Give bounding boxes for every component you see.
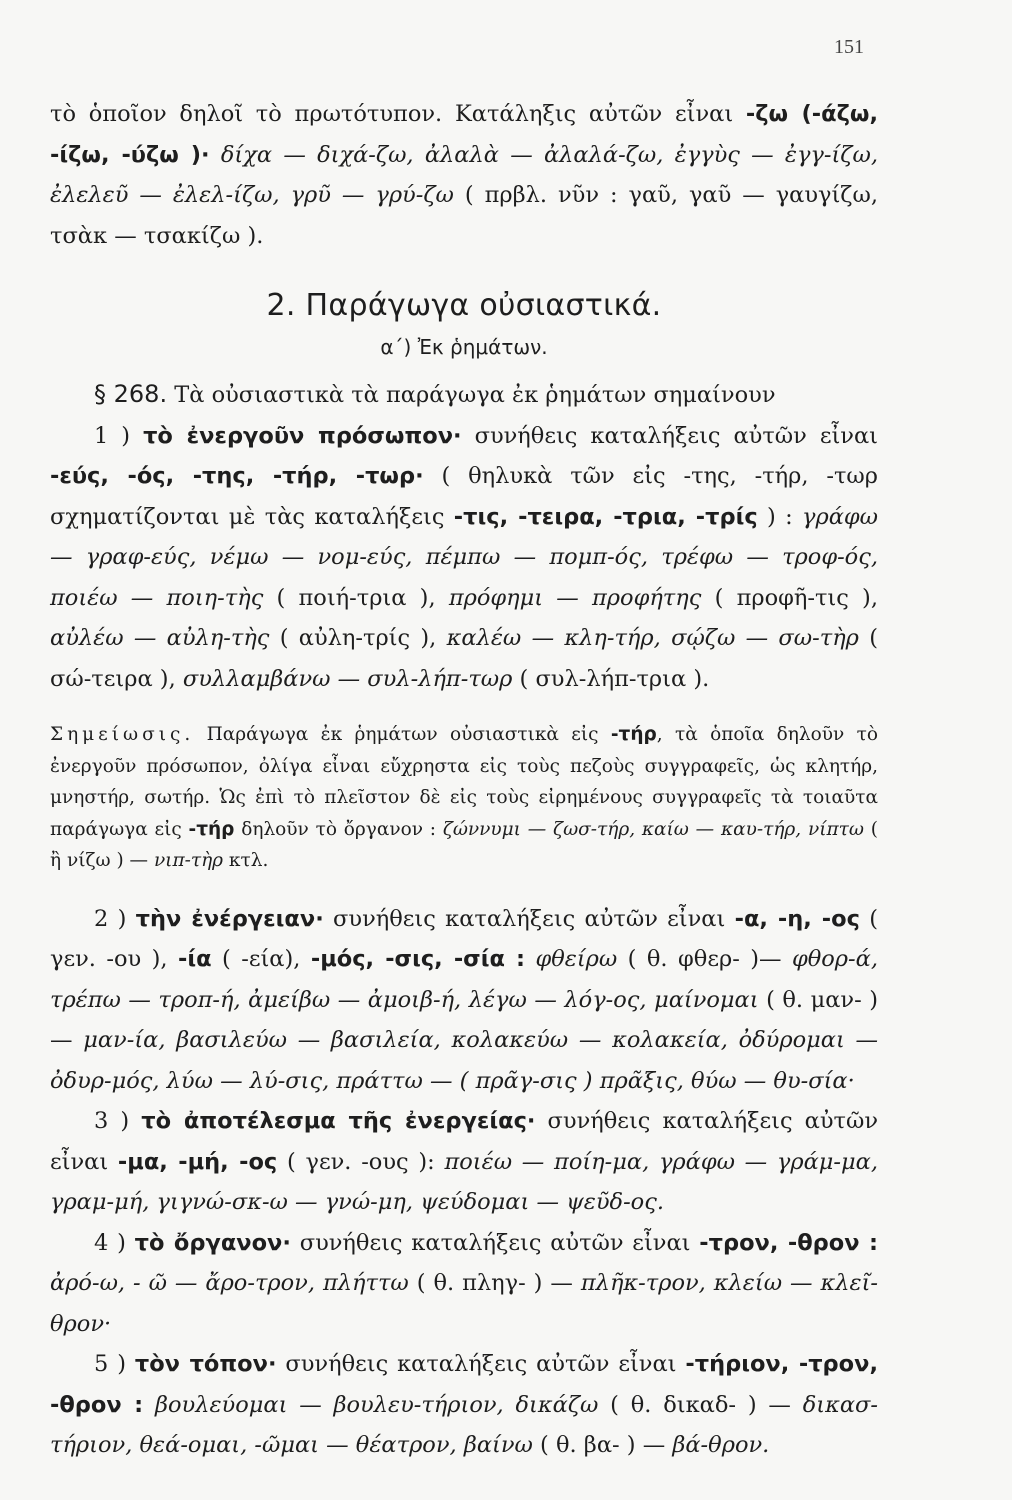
example-text: ζώννυμι — ζωσ-τήρ, καίω — καυ-τήρ, νίπτω <box>442 818 864 840</box>
ending-label: -ζω (-άζω, -ίζω, -ύζω )· <box>50 101 878 168</box>
example-text: δικασ-τήριον, θεά-ομαι, -ῶμαι — θέατρον, βαίνω <box>50 1391 878 1458</box>
ending-label: -μός, -σις, -σία : <box>310 946 526 972</box>
section-subheading: α΄) Ἐκ ῥημάτων. <box>380 335 548 359</box>
note-paragraph: Σημείωσις. Παράγωγα ἐκ ῥημάτων οὐσιαστικὰ εἰς -τήρ, τὰ ὁποῖα δηλοῦν τὸ ἐνεργοῦν πρόσωπον, ὀλίγα εἶναι εὔχρηστα εἰς τοὺς πεζοὺς συγγραφεῖς, ὡς κλητήρ, μνηστήρ, σωτήρ. Ὡς ἐπὶ τὸ πλεῖστον δὲ εἰς τοὺς εἰρημένους συγγραφεῖς τὰ τοιαῦτα παράγωγα εἰς -τήρ δηλοῦν τὸ ὄργανον : ζώννυμι — ζωσ-τήρ, καίω — καυ-τήρ, νίπτω ( ἢ νίζω ) — νιπ-τὴρ κτλ. <box>50 724 878 871</box>
ending-label: -τήριον, -τρον, -θρον : <box>50 1351 878 1418</box>
example-text: βά-θρον. <box>672 1432 770 1458</box>
intro-paragraph: τὸ ὁποῖον δηλοῖ τὸ πρωτότυπον. Κατάληξις αὐτῶν εἶναι -ζω (-άζω, -ίζω, -ύζω )· δίχα — διχά-ζω, ἀλαλὰ — ἀλαλά-ζω, ἐγγὺς — ἐγγ-ίζω, ἐλελεῦ — ἐλελ-ίζω, γρῦ — γρύ-ζω ( πρβλ. νῦν : γαῦ, γαῦ — γαυγίζω, τσὰκ — τσακίζω ). <box>50 101 878 249</box>
ending-label: -τήρ <box>610 724 657 745</box>
item-label: τὸ ἐνεργοῦν πρόσωπον· <box>143 422 462 449</box>
item-label: τὸ ἀποτέλεσμα τῆς ἐνεργείας· <box>141 1108 536 1134</box>
example-text: βουλεύομαι — βουλευ-τήριον, δικάζω <box>143 1391 599 1418</box>
ending-label: -τήρ <box>188 818 235 840</box>
ending-label: -ία <box>178 946 212 972</box>
ending-label: -εύς, -ός, -της, -τήρ, -τωρ· <box>50 463 424 489</box>
example-text: μαν-ία, βασιλεύω — βασιλεία, κολακεύω — κολακεία, ὀδύρομαι — ὀδυρ-μός, λύω — λύ-σις, πράττω — ( πρᾶγ-σις ) πρᾶξις, θύω — θυ-σία· <box>50 1027 878 1094</box>
example-text: καλέω — κλη-τήρ, σῴζω — σω-τὴρ <box>446 625 859 651</box>
page-body <box>50 94 878 1466</box>
example-text: συλλαμβάνω — συλ-λήπ-τωρ <box>182 665 513 692</box>
page-number: 151 <box>834 36 864 58</box>
item-2: 2 ) τὴν ἐνέργειαν· συνήθεις καταλήξεις αὐτῶν εἶναι -α, -η, -ος ( γεν. -ου ), -ία ( -εία), -μός, -σις, -σία : φθείρω ( θ. φθερ- )— φθορ-ά, τρέπω — τροπ-ή, ἀμείβω — ἀμοιβ-ή, λέγω — λόγ-ος, μαίνομαι ( θ. μαν- ) — μαν-ία, βασιλεύω — βασιλεία, κολακεύω — κολακεία, ὀδύρομαι — ὀδυρ-μός, λύω — λύ-σις, πράττω — ( πρᾶγ-σις ) πρᾶξις, θύω — θυ-σία· <box>50 905 878 1094</box>
example-text: πρόφημι — προφήτης <box>448 584 702 611</box>
example-text: νιπ-τὴρ <box>153 850 224 871</box>
example-text: φθορ-ά, τρέπω — τροπ-ή, ἀμείβω — ἀμοιβ-ή, λέγω — λόγ-ος, μαίνομαι <box>50 946 878 1013</box>
ending-label: -α, -η, -ος <box>734 905 860 932</box>
item-label: τὴν ἐνέργειαν· <box>135 905 324 932</box>
ending-label: -μα, -μή, -ος <box>117 1148 278 1175</box>
example-text: αὐλέω — αὐλη-τὴς <box>50 625 270 651</box>
item-label: τὸ ὄργανον· <box>134 1229 291 1256</box>
section-paragraph: § 268. Τὰ οὐσιαστικὰ τὰ παράγωγα ἐκ ῥημάτων σημαίνουν <box>94 380 776 408</box>
section-heading: 2. Παράγωγα οὐσιαστικά. <box>266 288 662 323</box>
item-5: 5 ) τὸν τόπον· συνήθεις καταλήξεις αὐτῶν εἶναι -τήριον, -τρον, -θρον : βουλεύομαι — βουλευ-τήριον, δικάζω ( θ. δικαδ- ) — δικασ-τήριον, θεά-ομαι, -ῶμαι — θέατρον, βαίνω ( θ. βα- ) — βά-θρον. <box>50 1351 878 1458</box>
example-text: πλῆκ-τρον, κλείω — κλεῖ-θρον· <box>50 1270 878 1337</box>
example-text: φθείρω <box>525 946 618 972</box>
item-label: τὸν τόπον· <box>134 1351 277 1377</box>
item-4: 4 ) τὸ ὄργανον· συνήθεις καταλήξεις αὐτῶν εἶναι -τρον, -θρον : ἀρό-ω, - ῶ — ἄρο-τρον, πλήττω ( θ. πληγ- ) — πλῆκ-τρον, κλείω — κλεῖ-θρον· <box>50 1229 878 1337</box>
note-label: Σημείωσις. <box>50 724 195 745</box>
item-1: 1 ) τὸ ἐνεργοῦν πρόσωπον· συνήθεις καταλήξεις αὐτῶν εἶναι -εύς, -ός, -της, -τήρ, -τωρ· ( θηλυκὰ τῶν εἰς -της, -τήρ, -τωρ σχηματίζονται μὲ τὰς καταλήξεις -τις, -τειρα, -τρια, -τρίς ) : γράφω — γραφ-εύς, νέμω — νομ-εύς, πέμπω — πομπ-ός, τρέφω — τροφ-ός, ποιέω — ποιη-τὴς ( ποιή-τρια ), πρόφημι — προφήτης ( προφῆ-τις ), αὐλέω — αὐλη-τὴς ( αὐλη-τρίς ), καλέω — κλη-τήρ, σῴζω — σω-τὴρ ( σώ-τειρα ), συλλαμβάνω — συλ-λήπ-τωρ ( συλ-λήπ-τρια ). <box>50 422 878 692</box>
example-text: γράφω — γραφ-εύς, νέμω — νομ-εύς, πέμπω — πομπ-ός, τρέφω — τροφ-ός, ποιέω — ποιη-τὴς <box>50 503 878 611</box>
example-text: ἀρό-ω, - ῶ — ἄρο-τρον, πλήττω <box>50 1270 409 1296</box>
example-text: δίχα — διχά-ζω, ἀλαλὰ — ἀλαλά-ζω, ἐγγὺς — ἐγγ-ίζω, ἐλελεῦ — ἐλελ-ίζω, γρῦ — γρύ-ζω <box>50 141 878 208</box>
example-text: ποιέω — ποίη-μα, γράφω — γράμ-μα, γραμ-μή, γιγνώ-σκ-ω — γνώ-μη, ψεύδομαι — ψεῦδ-ος. <box>50 1148 878 1215</box>
item-3: 3 ) τὸ ἀποτέλεσμα τῆς ἐνεργείας· συνήθεις καταλήξεις αὐτῶν εἶναι -μα, -μή, -ος ( γεν. -ους ): ποιέω — ποίη-μα, γράφω — γράμ-μα, γραμ-μή, γιγνώ-σκ-ω — γνώ-μη, ψεύδομαι — ψεῦδ-ος. <box>50 1108 879 1215</box>
ending-label: -τις, -τειρα, -τρια, -τρίς <box>453 503 758 530</box>
ending-label: -τρον, -θρον : <box>699 1229 878 1256</box>
section-number: § 268. <box>94 380 168 408</box>
